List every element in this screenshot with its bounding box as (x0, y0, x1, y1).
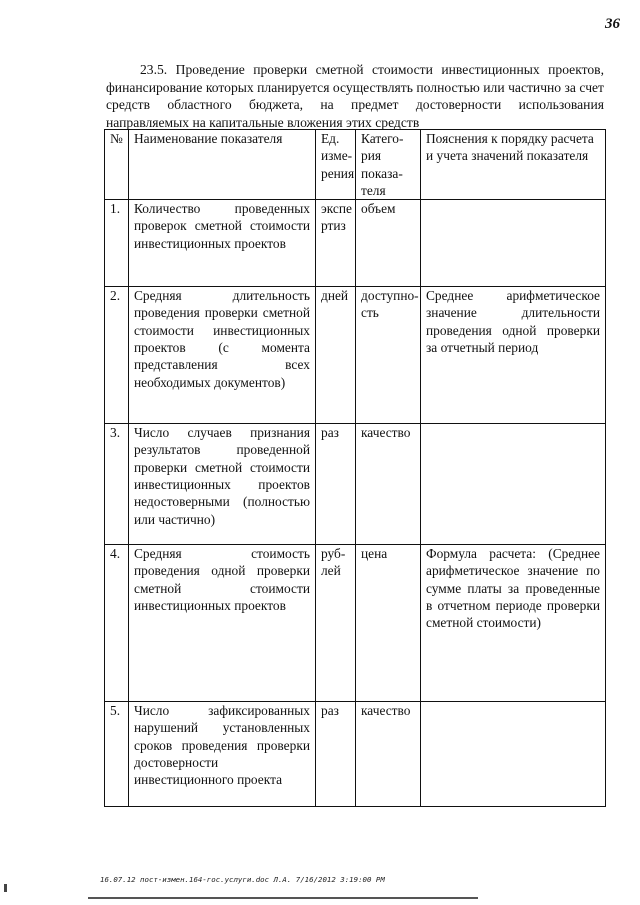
row-num: 4. (105, 545, 129, 702)
row-explanation (421, 200, 606, 287)
row-num: 5. (105, 702, 129, 807)
table-row (105, 545, 606, 702)
row-explanation: Среднее арифметическое значение длительности проведения одной проверки за отчетный период (421, 287, 606, 424)
row-category: качество (356, 424, 421, 545)
row-unit: руб-лей (316, 545, 356, 702)
table-row (105, 200, 606, 287)
row-unit: дней (316, 287, 356, 424)
row-num: 2. (105, 287, 129, 424)
header-category: Катего-рия показа-теля (356, 130, 421, 200)
row-category: качество (356, 702, 421, 807)
table-row (105, 424, 606, 545)
table-row (105, 287, 606, 424)
table-header-row (105, 130, 606, 200)
row-unit: экспе ртиз (316, 200, 356, 287)
row-unit: раз (316, 424, 356, 545)
table-row (105, 702, 606, 807)
section-heading: 23.5. Проведение проверки сметной стоимости инвестиционных проектов, финансирование которых планируется осуществлять полностью или частично за счет средств областного бюджета, на предмет достоверности использования направляемых на капитальные вложения этих средств (106, 62, 604, 130)
indicators-table (104, 129, 606, 807)
header-name: Наименование показателя (129, 130, 316, 200)
row-category: цена (356, 545, 421, 702)
row-name: Средняя длительность проведения проверки сметной стоимости инвестиционных проектов (с момента представления всех необходимых документов) (129, 287, 316, 424)
row-name: Средняя стоимость проведения одной проверки сметной стоимости инвестиционных проектов (129, 545, 316, 702)
scan-artifact-line (88, 897, 478, 899)
row-num: 1. (105, 200, 129, 287)
row-name: Число случаев признания результатов проведенной проверки сметной стоимости инвестиционных проектов недостоверными (полностью или частично) (129, 424, 316, 545)
header-num: № (105, 130, 129, 200)
row-explanation: Формула расчета: (Среднее арифметическое значение по сумме платы за проведенные в отчетном периоде проверки сметной стоимости) (421, 545, 606, 702)
row-name: Число зафиксированных нарушений установленных сроков проведения проверки достоверности инвестиционного проекта (129, 702, 316, 807)
header-unit: Ед. изме-рения (316, 130, 356, 200)
row-name: Количество проведенных проверок сметной стоимости инвестиционных проектов (129, 200, 316, 287)
row-explanation (421, 424, 606, 545)
file-footer: 16.07.12 пост-измен.164-гос.услуги.doc Л.А. 7/16/2012 3:19:00 PM (100, 875, 385, 884)
row-num: 3. (105, 424, 129, 545)
row-explanation (421, 702, 606, 807)
row-unit: раз (316, 702, 356, 807)
header-explanation: Пояснения к порядку расчета и учета значений показателя (421, 130, 606, 200)
scan-artifact-mark (4, 884, 7, 892)
row-category: доступно-сть (356, 287, 421, 424)
page-number: 36 (605, 16, 620, 32)
row-category: объем (356, 200, 421, 287)
